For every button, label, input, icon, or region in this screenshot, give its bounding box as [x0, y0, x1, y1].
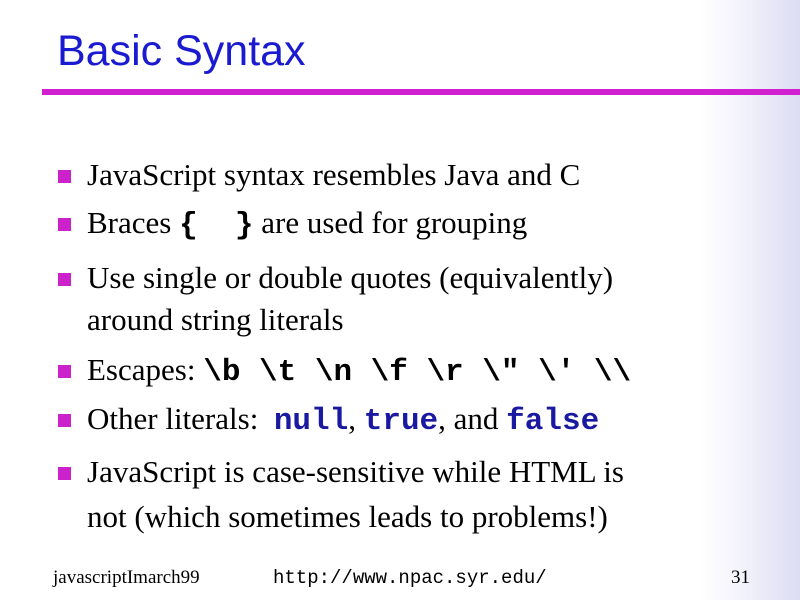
bullet-text-part: , and	[438, 401, 507, 436]
bullet-text-part: Braces	[87, 205, 180, 240]
bullet-text	[87, 202, 747, 247]
page-number: 31	[731, 567, 750, 588]
bullet-text-line-1: JavaScript is case-sensitive while HTML is	[87, 454, 624, 489]
bullet-text-part: ,	[348, 401, 364, 436]
bullet-text-line-2: not (which sometimes leads to problems!)	[87, 499, 608, 534]
bullet-text: JavaScript syntax resembles Java and C	[87, 157, 581, 192]
bullet-marker-icon	[58, 218, 71, 231]
code-false: false	[506, 404, 600, 439]
bullet-text-part: Other literals:	[87, 401, 274, 436]
footer-filename: javascriptImarch99	[53, 567, 200, 588]
bullet-text	[87, 398, 747, 443]
footer-url[interactable]: http://www.npac.syr.edu/	[273, 567, 547, 589]
bullet-marker-icon	[58, 365, 71, 378]
code-true: true	[363, 404, 439, 439]
code-escapes: \b \t \n \f \r \" \' \\	[203, 355, 632, 390]
bullet-marker-icon	[58, 414, 71, 427]
bullet-marker-icon	[58, 467, 71, 480]
bullet-marker-icon	[58, 273, 71, 286]
bullet-text-line-1: Use single or double quotes (equivalently)	[87, 260, 614, 295]
code-braces: { }	[179, 208, 254, 243]
bullet-text-part: are used for grouping	[253, 205, 528, 240]
slide-title: Basic Syntax	[57, 27, 306, 75]
bullet-marker-icon	[58, 170, 71, 183]
code-null: null	[273, 404, 349, 439]
bullet-text	[87, 349, 747, 394]
bullet-text-line-2: around string literals	[87, 302, 344, 337]
bullet-text-part: Escapes:	[87, 352, 204, 387]
